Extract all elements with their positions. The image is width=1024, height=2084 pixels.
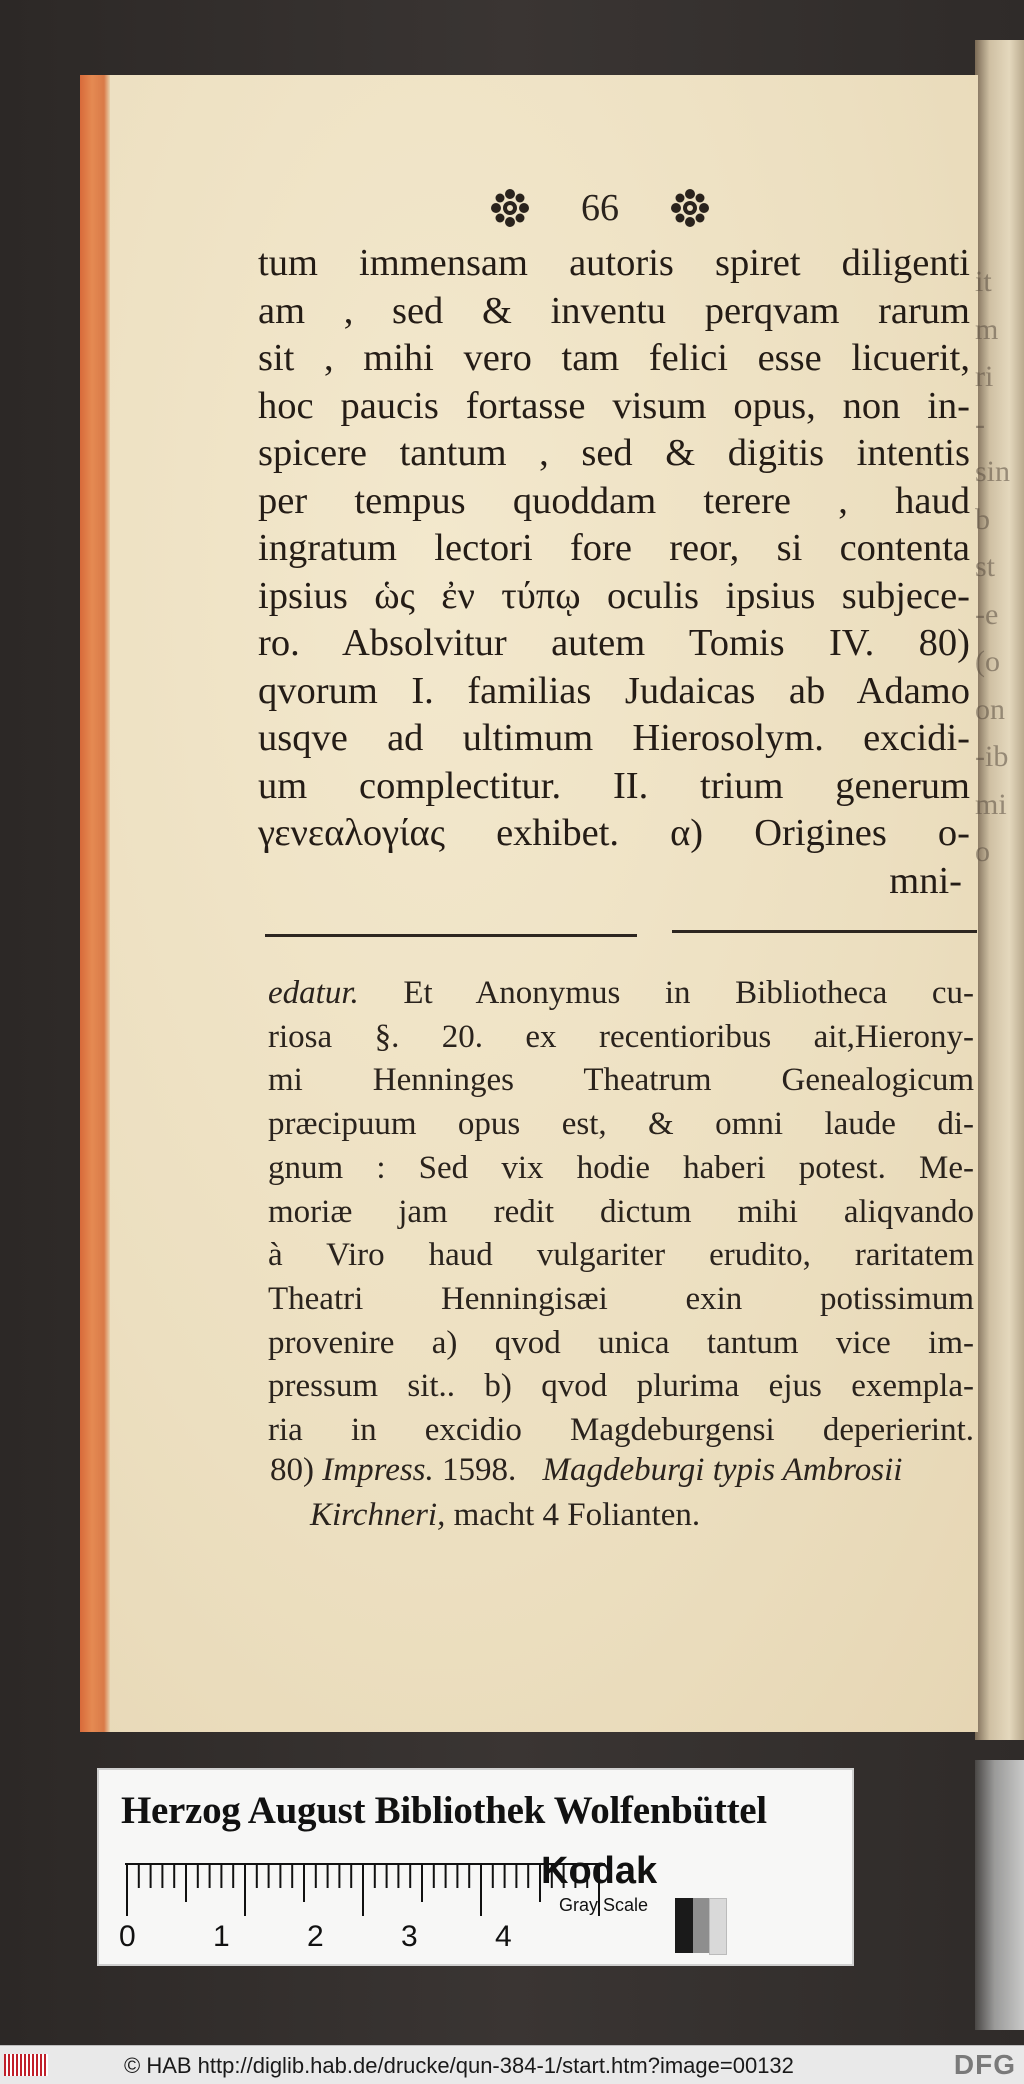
footnote-rule-middle (505, 934, 637, 937)
footnote-printer: Magdeburgi typis Ambrosii (542, 1452, 903, 1488)
bleed-fragment: b (975, 502, 990, 536)
ruler-label: 2 (307, 1920, 324, 1953)
library-name: Herzog August Bibliothek Wolfenbüttel (121, 1789, 767, 1832)
color-target-card (97, 1768, 854, 1966)
footnote-printer-name: Kirchneri, (310, 1497, 446, 1533)
text-line: ro. Absolvitur autem Tomis IV. 80) (258, 622, 970, 664)
ruler-label: 4 (495, 1920, 512, 1953)
text-line: ipsius ὡς ἐν τύπῳ oculis ipsius subjece- (258, 574, 970, 617)
footnote-note: macht 4 Folianten. (445, 1497, 701, 1533)
bleed-fragment: st (975, 550, 996, 583)
ruler-label: 3 (401, 1920, 418, 1953)
bleed-fragment: ri (975, 360, 994, 393)
note-line: Theatri Henningisæi exin potissimum (268, 1280, 974, 1317)
text-line: ingratum lectori fore reor, si contenta (258, 527, 970, 569)
note-line: edatur. Et Anonymus in Bibliotheca cu- (268, 975, 974, 1011)
kodak-brand: Kodak (541, 1850, 658, 1892)
bleed-fragment: -e (975, 597, 999, 631)
ruler-scale (125, 1862, 605, 1922)
text-line: tum immensam autoris spiret diligenti (258, 242, 970, 284)
ruler-label: 1 (213, 1920, 230, 1953)
text-line: um complectitur. II. trium generum (258, 764, 970, 807)
text-line: γενεαλογίας exhibet. α) Origines o- (258, 812, 970, 854)
ornament-right-icon (670, 188, 710, 228)
bleed-fragment: m (975, 312, 999, 346)
text-line: mni- (889, 859, 962, 902)
text-line: usqve ad ultimum Hierosolym. excidi- (258, 717, 970, 759)
page-header (490, 178, 710, 238)
page-number: 66 (581, 187, 619, 229)
bleed-fragment: sin (975, 455, 1011, 488)
dfg-logo: DFG (953, 2049, 1016, 2080)
text-line: per tempus quoddam terere , haud (258, 479, 970, 522)
hab-logo-icon (4, 2054, 48, 2076)
note-line: provenire a) qvod unica tantum vice im- (268, 1324, 974, 1361)
swatch-black (675, 1898, 693, 1953)
source-url[interactable]: © HAB http://diglib.hab.de/drucke/qun-384-1/start.htm?image=00132 (124, 2053, 794, 2078)
bleed-fragment: it (975, 265, 992, 298)
text-line: hoc paucis fortasse visum opus, non in- (258, 384, 970, 427)
bleed-fragment: (o (975, 645, 1000, 678)
bleed-fragment: -ib (975, 740, 1009, 773)
note-line: mi Henninges Theatrum Genealogicum (268, 1062, 974, 1099)
note-line: à Viro haud vulgariter erudito, raritatem (268, 1237, 974, 1274)
text-line: qvorum I. familias Judaicas ab Adamo (258, 669, 970, 712)
note-line: gnum : Sed vix hodie haberi potest. Me- (268, 1149, 974, 1186)
main-text (258, 240, 970, 905)
swatch-light (709, 1898, 727, 1955)
footnote-impress: Impress. (322, 1452, 434, 1488)
footnote-80-line-1 (270, 1452, 902, 1489)
footnote-continuation (268, 972, 974, 1453)
bleed-fragment: mi (975, 787, 1007, 821)
text-line: sit , mihi vero tam felici esse licuerit, (258, 337, 970, 379)
bleed-fragment: o (975, 835, 990, 868)
text-line: am , sed & inventu perqvam rarum (258, 289, 970, 332)
footnote-rule-right (672, 930, 977, 933)
ruler-labels (119, 1920, 599, 1960)
bleed-fragment: on (975, 692, 1005, 726)
ornament-left-icon (490, 188, 530, 228)
footnote-80-line-2 (310, 1497, 700, 1534)
page-red-edge (80, 75, 110, 1732)
text-line: spicere tantum , sed & digitis intentis (258, 432, 970, 474)
ruler-label: 0 (119, 1920, 136, 1953)
gray-scale-label: Gray Scale (559, 1895, 649, 1915)
note-line: riosa §. 20. ex recentioribus ait,Hierony- (268, 1018, 974, 1055)
footnote-rule-left (265, 934, 505, 937)
note-italic-word: edatur. (268, 975, 359, 1011)
viewer-footer (0, 2045, 1024, 2084)
note-line: pressum sit.. b) qvod plurima ejus exempla- (268, 1368, 974, 1405)
bleed-fragment: - (975, 407, 985, 441)
note-line: moriæ jam redit dictum mihi aliqvando (268, 1193, 974, 1230)
swatch-gray (693, 1898, 709, 1953)
adjacent-page-edge-lower (975, 1760, 1024, 2030)
footnote-year: 1598. (433, 1452, 517, 1488)
footnote-marker: 80) (270, 1452, 314, 1488)
note-line: ria in excidio Magdeburgensi deperierint. (268, 1412, 974, 1449)
note-line: præcipuum opus est, & omni laude di- (268, 1106, 974, 1143)
